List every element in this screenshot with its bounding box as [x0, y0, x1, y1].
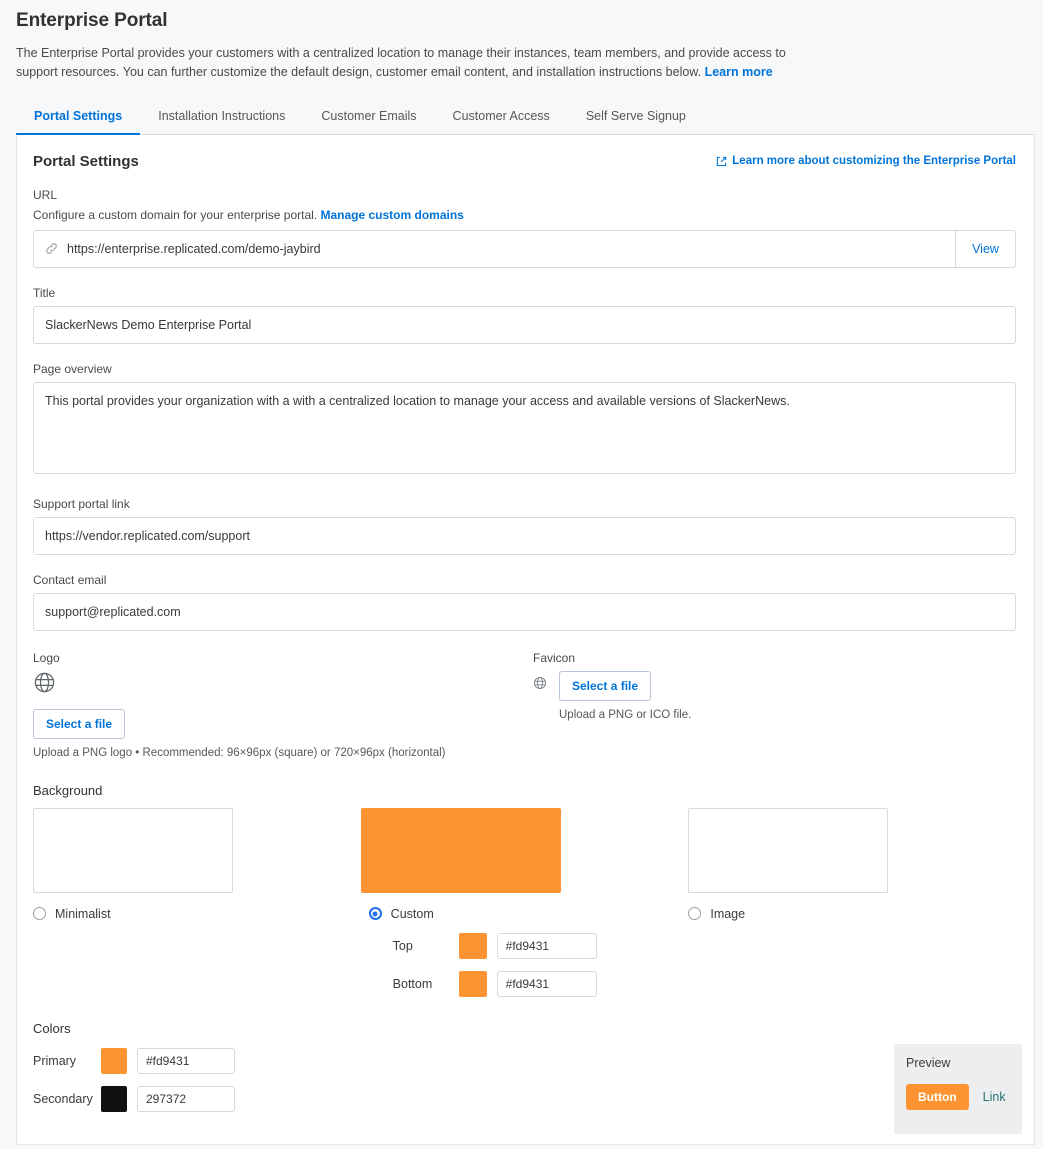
favicon-section — [533, 651, 1016, 759]
card-title: Portal Settings — [33, 152, 139, 170]
favicon-globe-icon — [533, 676, 547, 695]
title-field — [33, 286, 1016, 344]
background-top-swatch[interactable] — [459, 933, 487, 959]
background-bottom-swatch[interactable] — [459, 971, 487, 997]
primary-color-swatch[interactable] — [101, 1048, 127, 1074]
background-bottom-label: Bottom — [392, 976, 433, 991]
tab-customer-emails[interactable]: Customer Emails — [321, 108, 417, 123]
favicon-label: Favicon — [533, 650, 576, 665]
url-help — [33, 208, 1016, 222]
external-link-icon — [716, 156, 727, 167]
primary-color-input[interactable] — [137, 1048, 235, 1074]
page-header — [0, 0, 1043, 83]
background-options — [33, 808, 1016, 997]
tab-installation-instructions[interactable]: Installation Instructions — [158, 108, 286, 123]
logo-section — [33, 651, 533, 759]
contact-email-label: Contact email — [33, 572, 107, 587]
preview-label: Preview — [906, 1055, 951, 1070]
tab-self-serve-signup[interactable]: Self Serve Signup — [585, 108, 686, 123]
tab-portal-settings[interactable]: Portal Settings — [16, 99, 140, 135]
secondary-color-row — [33, 1086, 1016, 1112]
page-overview-textarea[interactable] — [33, 382, 1016, 474]
tab-customer-access[interactable]: Customer Access — [452, 108, 550, 123]
preview-panel — [894, 1044, 1022, 1134]
customizing-portal-link-label: Learn more about customizing the Enterprise Portal — [732, 155, 1016, 168]
logo-globe-icon — [33, 671, 533, 699]
image-label: Image — [710, 906, 746, 921]
preview-button[interactable]: Button — [906, 1084, 969, 1110]
url-value: https://enterprise.replicated.com/demo-jaybird — [67, 241, 321, 256]
custom-radio[interactable] — [369, 907, 382, 920]
favicon-select-file-button[interactable]: Select a file — [559, 671, 651, 701]
background-top-label: Top — [392, 938, 413, 953]
minimalist-preview-swatch[interactable] — [33, 808, 233, 893]
title-label: Title — [33, 285, 56, 300]
page-title: Enterprise Portal — [16, 10, 168, 31]
page-overview-label: Page overview — [33, 361, 112, 376]
minimalist-label: Minimalist — [55, 906, 111, 921]
page-description — [16, 44, 816, 83]
background-top-row — [393, 933, 689, 959]
minimalist-radio-row[interactable] — [33, 907, 361, 921]
page-description-text: The Enterprise Portal provides your customers with a centralized location to manage their instances, team members, and provide access to support resources. You can further customize the default design, customer email content, and installation instructions below. — [16, 46, 786, 80]
preview-link[interactable]: Link — [982, 1089, 1006, 1104]
preview-controls — [906, 1084, 1010, 1110]
url-field — [33, 188, 1016, 268]
favicon-upload-note: Upload a PNG or ICO file. — [559, 708, 692, 721]
secondary-color-label: Secondary — [33, 1091, 93, 1106]
card-header — [33, 153, 1016, 170]
title-input[interactable] — [33, 306, 1016, 344]
support-portal-link-input[interactable] — [33, 517, 1016, 555]
url-label: URL — [33, 187, 58, 202]
custom-color-inputs — [393, 933, 689, 997]
secondary-color-swatch[interactable] — [101, 1086, 127, 1112]
minimalist-radio[interactable] — [33, 907, 46, 920]
primary-color-row — [33, 1048, 1016, 1074]
background-bottom-row — [393, 971, 689, 997]
logo-label: Logo — [33, 650, 60, 665]
custom-label: Custom — [390, 906, 434, 921]
image-radio-row[interactable] — [688, 907, 1016, 921]
view-url-button[interactable]: View — [955, 231, 1015, 267]
tab-bar — [16, 99, 1035, 135]
support-portal-link-label: Support portal link — [33, 496, 130, 511]
url-help-text: Configure a custom domain for your enterprise portal. — [33, 207, 318, 222]
learn-more-link[interactable]: Learn more — [704, 65, 773, 80]
background-option-image — [688, 808, 1016, 997]
contact-email-input[interactable] — [33, 593, 1016, 631]
background-option-minimalist — [33, 808, 361, 997]
page-overview-field — [33, 362, 1016, 479]
customizing-portal-link[interactable] — [716, 155, 1016, 167]
custom-preview-swatch[interactable] — [361, 808, 561, 893]
background-top-input[interactable] — [497, 933, 597, 959]
portal-settings-card — [16, 135, 1035, 1145]
colors-label: Colors — [33, 1020, 71, 1036]
colors-section — [33, 1021, 1016, 1112]
image-radio[interactable] — [688, 907, 701, 920]
background-section — [33, 783, 1016, 997]
logo-favicon-row — [33, 651, 1016, 759]
logo-upload-note: Upload a PNG logo • Recommended: 96×96px (square) or 720×96px (horizontal) — [33, 746, 446, 759]
background-option-custom — [361, 808, 689, 997]
background-bottom-input[interactable] — [497, 971, 597, 997]
favicon-row — [533, 671, 1016, 701]
manage-custom-domains-link[interactable]: Manage custom domains — [320, 207, 464, 222]
secondary-color-input[interactable] — [137, 1086, 235, 1112]
support-portal-link-field — [33, 497, 1016, 555]
url-input-row — [33, 230, 1016, 268]
custom-radio-row[interactable] — [369, 907, 689, 921]
background-label: Background — [33, 782, 103, 798]
primary-color-label: Primary — [33, 1053, 77, 1068]
image-preview-swatch[interactable] — [688, 808, 888, 893]
contact-email-field — [33, 573, 1016, 631]
url-value-wrap[interactable] — [34, 231, 955, 267]
logo-select-file-button[interactable]: Select a file — [33, 709, 125, 739]
link-icon — [45, 242, 58, 255]
